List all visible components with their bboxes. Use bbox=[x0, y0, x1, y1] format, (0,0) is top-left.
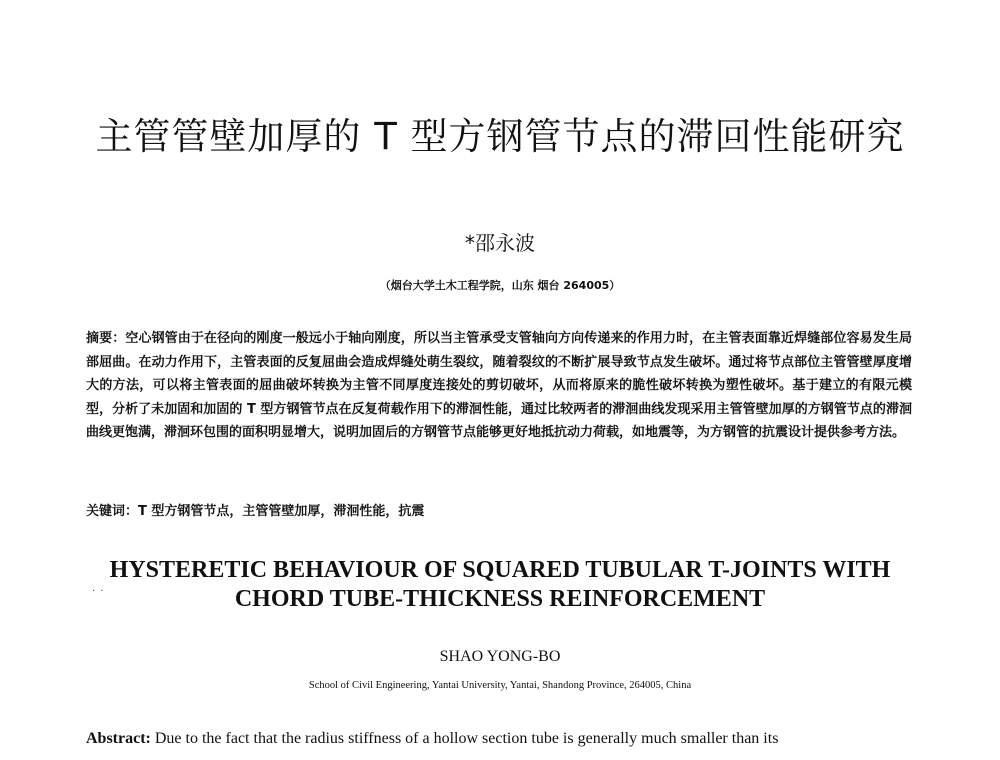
chinese-keywords-text: T 型方钢管节点，主管管壁加厚，滞洄性能，抗震 bbox=[138, 504, 425, 519]
english-title-line-1: HYSTERETIC BEHAVIOUR OF SQUARED TUBULAR T-JOINTS WITH bbox=[109, 557, 891, 583]
english-author: SHAO YONG-BO bbox=[439, 648, 561, 665]
chinese-abstract bbox=[86, 327, 912, 445]
chinese-title: 主管管壁加厚的 T 型方钢管节点的滞回性能研究 bbox=[95, 115, 905, 158]
chinese-abstract-label: 摘要： bbox=[86, 331, 126, 346]
english-abstract bbox=[86, 730, 914, 748]
english-affiliation: School of Civil Engineering, Yantai University, Yantai, Shandong Province, 264005, China bbox=[308, 680, 692, 691]
chinese-author: *邵永波 bbox=[465, 231, 535, 255]
chinese-affiliation: （烟台大学土木工程学院，山东 烟台 264005） bbox=[379, 279, 621, 292]
english-abstract-label: Abstract: bbox=[86, 730, 151, 747]
english-title-line-2: CHORD TUBE-THICKNESS REINFORCEMENT bbox=[234, 586, 766, 612]
chinese-keywords-label: 关键词： bbox=[86, 504, 139, 519]
english-abstract-text: Due to the fact that the radius stiffness of a hollow section tube is generally much smaller than its bbox=[150, 730, 779, 747]
chinese-keywords bbox=[86, 500, 912, 519]
scan-artifact-dots: · · bbox=[92, 586, 105, 597]
english-title bbox=[0, 556, 1000, 614]
chinese-abstract-text: 空心钢管由于在径向的刚度一般远小于轴向刚度，所以当主管承受支管轴向方向传递来的作用力时，在主管表面靠近焊缝部位容易发生局部屈曲。在动力作用下，主管表面的反复屈曲会造成焊缝处萌生裂纹，随着裂纹的不断扩展导致节点发生破坏。通过将节点部位主管管壁厚度增大的方法，可以将主管表面的屈曲破坏转换为主管不同厚度连接处的剪切破坏，从而将原来的脆性破坏转换为塑性破坏。基于建立的有限元模型，分析了未加固和加固的 T 型方钢管节点在反复荷载作用下的滞洄性能，通过比较两者的滞洄曲线发现采用主管管壁加厚的方钢管节点的滞洄曲线更饱满，滞洄环包围的面积明显增大，说明加固后的方钢管节点能够更好地抵抗动力荷载，如地震等，为方钢管的抗震设计提供参考方法。 bbox=[86, 331, 912, 440]
